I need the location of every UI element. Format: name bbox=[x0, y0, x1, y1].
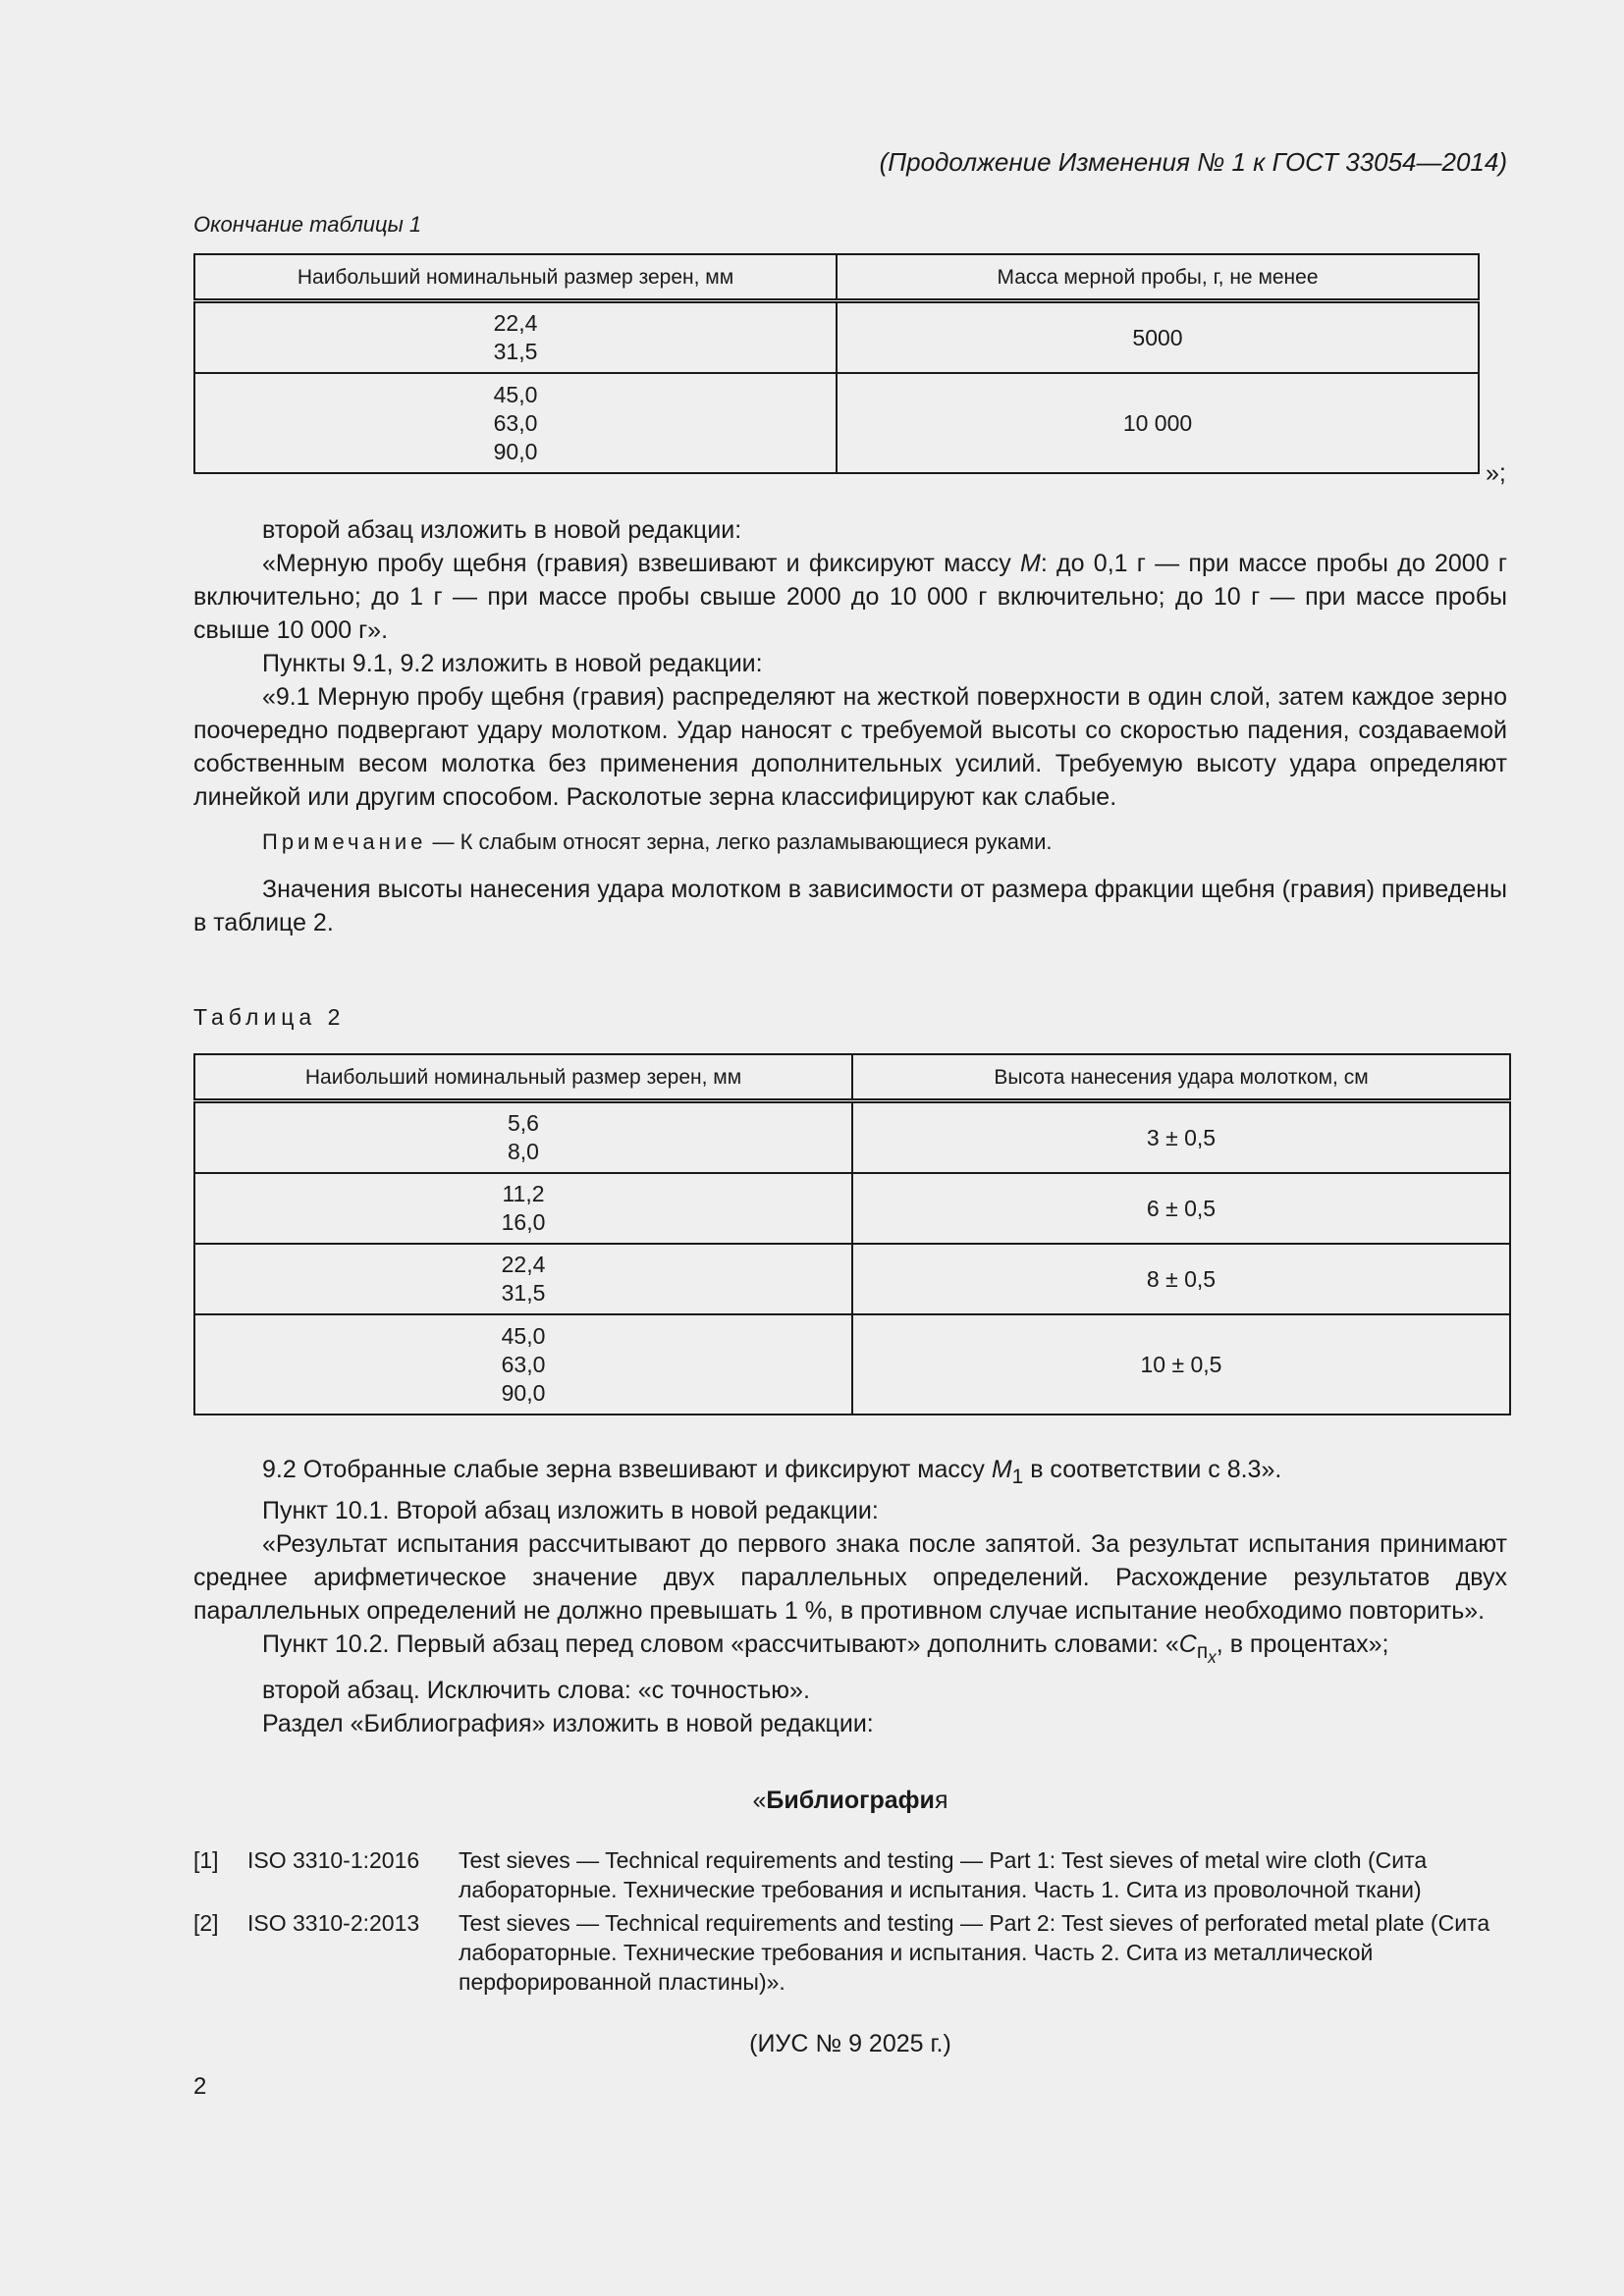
bib-number: [1] bbox=[193, 1847, 219, 1873]
size-cell bbox=[194, 1314, 852, 1415]
size-value: 31,5 bbox=[493, 339, 538, 364]
bibliography-item bbox=[193, 1845, 1507, 1904]
paragraph: Пункт 10.1. Второй абзац изложить в новой редакции: bbox=[262, 1497, 879, 1524]
value-cell: 10 000 bbox=[837, 373, 1479, 473]
paragraph: второй абзац изложить в новой редакции: bbox=[262, 516, 742, 544]
bib-number: [2] bbox=[193, 1910, 219, 1936]
value-cell: 8 ± 0,5 bbox=[852, 1244, 1510, 1314]
bib-standard-code: ISO 3310-2:2013 bbox=[247, 1910, 420, 1936]
page-number: 2 bbox=[193, 2073, 207, 2100]
bibliography-list bbox=[193, 1845, 1507, 2001]
ius-reference: (ИУС № 9 2025 г.) bbox=[749, 2030, 951, 2057]
size-cell bbox=[194, 1101, 852, 1174]
paragraph: Пункты 9.1, 9.2 изложить в новой редакции: bbox=[262, 650, 763, 677]
table-row bbox=[194, 301, 1479, 374]
size-cell bbox=[194, 373, 837, 473]
value-cell: 10 ± 0,5 bbox=[852, 1314, 1510, 1415]
bib-standard-code: ISO 3310-1:2016 bbox=[247, 1847, 420, 1873]
paragraph: «Мерную пробу щебня (гравия) взвешивают и фиксируют массу М: до 0,1 г — при массе пробы до 2000 г включительно; до 1 г — при массе пробы свыше 2000 до 10 000 г включительно; до 10 г — при массе пробы свыше 10 000 г». bbox=[193, 550, 1507, 644]
size-value: 22,4 bbox=[501, 1252, 546, 1277]
size-value: 90,0 bbox=[501, 1379, 546, 1406]
value-cell: 6 ± 0,5 bbox=[852, 1173, 1510, 1244]
table1-header-mass: Масса мерной пробы, г, не менее bbox=[837, 254, 1479, 301]
table2-caption: Таблица 2 bbox=[193, 1004, 346, 1030]
table-row bbox=[194, 1173, 1510, 1244]
paragraph: второй абзац. Исключить слова: «с точностью». bbox=[262, 1677, 810, 1705]
table-row bbox=[194, 373, 1479, 473]
amendment-text-2 bbox=[193, 1453, 1507, 1740]
size-value: 11,2 bbox=[502, 1181, 545, 1206]
table-row bbox=[194, 1101, 1510, 1174]
amendment-text-1 bbox=[193, 513, 1507, 939]
table1-caption: Окончание таблицы 1 bbox=[193, 212, 422, 237]
table1-header-size: Наибольший номинальный размер зерен, мм bbox=[194, 254, 837, 301]
table-row bbox=[194, 1314, 1510, 1415]
value-cell: 3 ± 0,5 bbox=[852, 1101, 1510, 1174]
size-value: 63,0 bbox=[493, 409, 538, 436]
size-value: 5,6 bbox=[508, 1110, 539, 1136]
paragraph: «Результат испытания рассчитывают до первого знака после запятой. За результат испытания принимают среднее арифметическое значение двух параллельных определений. Расхождение результатов двух параллельных определений не должно превышать 1 %, в противном случае испытание необходимо повторить». bbox=[193, 1530, 1507, 1625]
table-1 bbox=[193, 253, 1480, 474]
value-cell: 5000 bbox=[837, 301, 1479, 374]
note-label: Примечание bbox=[262, 829, 427, 854]
paragraph: 9.2 Отобранные слабые зерна взвешивают и фиксируют массу $М_1$ в соответствии с 8.3». bbox=[262, 1456, 1282, 1488]
bibliography-item bbox=[193, 1908, 1507, 1997]
size-cell bbox=[194, 1244, 852, 1314]
table-row bbox=[194, 1244, 1510, 1314]
size-value: 16,0 bbox=[501, 1209, 546, 1235]
table2-header-height: Высота нанесения удара молотком, см bbox=[852, 1054, 1510, 1101]
size-value: 45,0 bbox=[501, 1322, 546, 1349]
continuation-header: (Продолжение Изменения № 1 к ГОСТ 33054—2014) bbox=[879, 147, 1507, 177]
size-cell bbox=[194, 1173, 852, 1244]
size-value: 63,0 bbox=[501, 1351, 546, 1377]
table1-closing-quote: »; bbox=[1486, 459, 1506, 487]
paragraph: Раздел «Библиография» изложить в новой редакции: bbox=[262, 1710, 874, 1738]
paragraph: Значения высоты нанесения удара молотком в зависимости от размера фракции щебня (гравия) приведены в таблице 2. bbox=[193, 876, 1507, 936]
table2-header-size: Наибольший номинальный размер зерен, мм bbox=[194, 1054, 852, 1101]
paragraph: «9.1 Мерную пробу щебня (гравия) распределяют на жесткой поверхности в один слой, затем каждое зерно поочередно подвергают удару молотком. Удар наносят с требуемой высоты со скоростью падения, создаваемой собственным весом молотка без применения дополнительных усилий. Требуемую высоту удара определяют линейкой или другим способом. Расколотые зерна классифицируют как слабые. bbox=[193, 683, 1507, 811]
size-value: 45,0 bbox=[493, 381, 538, 407]
paragraph: Пункт 10.2. Первый абзац перед словом «рассчитывают» дополнить словами: «$С_{п_x}$, в процентах»; bbox=[262, 1630, 1389, 1668]
size-cell bbox=[194, 301, 837, 374]
bib-title-text: Test sieves — Technical requirements and testing — Part 2: Test sieves of perforated metal plate (Сита лабораторные. Технические требования и испытания. Часть 2. Сита из металлической перфорированной пластины)». bbox=[459, 1910, 1490, 1995]
size-value: 8,0 bbox=[508, 1139, 539, 1164]
table-2 bbox=[193, 1053, 1511, 1415]
size-value: 90,0 bbox=[493, 438, 538, 464]
note: Примечание — К слабым относят зерна, легко разламывающиеся руками. bbox=[262, 829, 1053, 854]
size-value: 22,4 bbox=[493, 310, 538, 336]
table2-body bbox=[194, 1101, 1510, 1415]
bibliography-title: «Библиография bbox=[752, 1787, 948, 1814]
bib-title-text: Test sieves — Technical requirements and testing — Part 1: Test sieves of metal wire cloth (Сита лабораторные. Технические требования и испытания. Часть 1. Сита из проволочной ткани) bbox=[459, 1847, 1428, 1902]
table1-body bbox=[194, 301, 1479, 474]
size-value: 31,5 bbox=[501, 1280, 546, 1306]
